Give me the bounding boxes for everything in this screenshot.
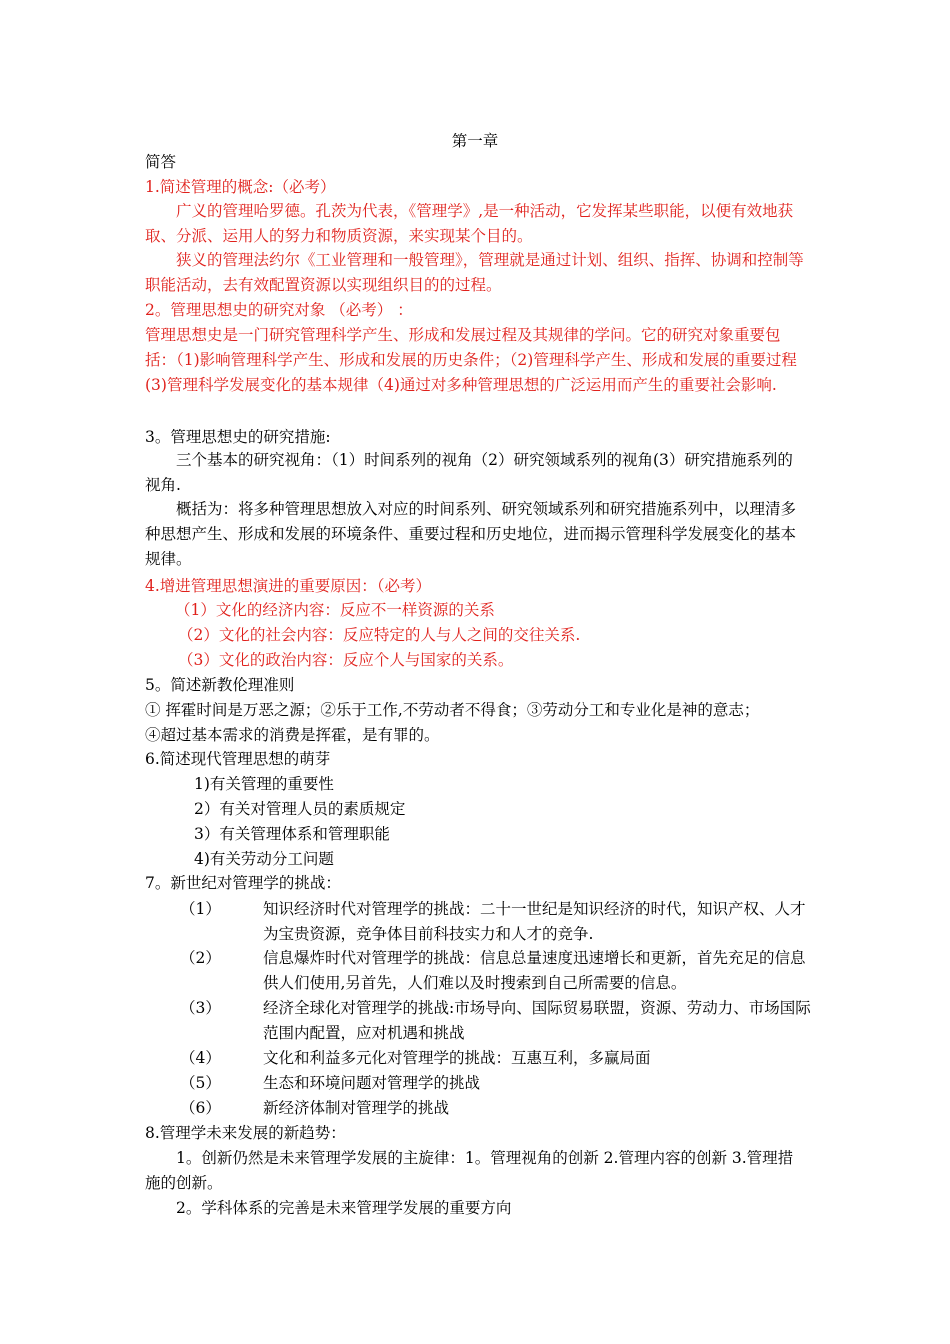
q7-item-number: （6） xyxy=(180,1099,221,1117)
q6-heading: 6.简述现代管理思想的萌芽 xyxy=(145,750,331,768)
chapter-title: 第一章 xyxy=(451,132,499,150)
q1-heading: 1.简述管理的概念:（必考） xyxy=(145,178,336,196)
q4-heading: 4.增进管理思想演进的重要原因：（必考） xyxy=(145,577,432,595)
q1-paragraph-broad: 广义的管理哈罗德。孔茨为代表，《管理学》,是一种活动，它发挥某些职能，以便有效地获取、分派、运用人的努力和物质资源，来实现某个目的。 xyxy=(145,202,794,245)
q5-line: ④超过基本需求的消费是挥霍，是有罪的。 xyxy=(145,726,440,744)
q5-heading: 5。简述新教伦理准则 xyxy=(145,676,295,694)
q1-paragraph-narrow: 狭义的管理法约尔《工业管理和一般管理》，管理就是通过计划、组织、指挥、协调和控制等职能活动，去有效配置资源以实现组织目的的过程。 xyxy=(145,251,804,294)
q7-item-number: （2） xyxy=(180,949,221,967)
q7-item-number: （1） xyxy=(180,900,221,918)
q7-heading: 7。新世纪对管理学的挑战： xyxy=(145,874,341,892)
q7-item-text: 生态和环境问题对管理学的挑战 xyxy=(263,1074,481,1092)
section-label: 简答 xyxy=(145,153,177,171)
q7-item-number: （3） xyxy=(180,999,221,1017)
q8-heading: 8.管理学未来发展的新趋势： xyxy=(145,1124,346,1142)
q3-heading: 3。管理思想史的研究措施: xyxy=(145,428,331,446)
q3-paragraph-summary: 概括为：将多种管理思想放入对应的时间系列、研究领域系列和研究措施系列中，以理清多种思想产生、形成和发展的环境条件、重要过程和历史地位，进而揭示管理科学发展变化的基本规律。 xyxy=(145,500,797,568)
q8-paragraph: 1。创新仍然是未来管理学发展的主旋律：1。管理视角的创新 2.管理内容的创新 3.管理措施的创新。 xyxy=(145,1149,794,1192)
q7-item-text: 新经济体制对管理学的挑战 xyxy=(263,1099,450,1117)
q2-paragraph: 管理思想史是一门研究管理科学产生、形成和发展过程及其规律的学问。它的研究对象重要包括：（1)影响管理科学产生、形成和发展的历史条件；（2)管理科学产生、形成和发展的重要过程(3)管理科学发展变化的基本规律（4)通过对多种管理思想的广泛运用而产生的重要社会影响. xyxy=(145,326,797,394)
q6-item: 2）有关对管理人员的素质规定 xyxy=(194,800,406,818)
q6-item: 1)有关管理的重要性 xyxy=(194,775,334,793)
q3-paragraph-perspectives: 三个基本的研究视角：（1）时间系列的视角（2）研究领域系列的视角(3）研究措施系列的视角. xyxy=(145,451,793,494)
q7-item-number: （4） xyxy=(180,1049,221,1067)
q4-item: （3）文化的政治内容：反应个人与国家的关系。 xyxy=(178,651,514,669)
q6-item: 4)有关劳动分工问题 xyxy=(194,850,334,868)
q6-item: 3）有关管理体系和管理职能 xyxy=(194,825,390,843)
q4-item: （2）文化的社会内容：反应特定的人与人之间的交往关系. xyxy=(178,626,581,644)
q7-item-text: 知识经济时代对管理学的挑战：二十一世纪是知识经济的时代，知识产权、人才为宝贵资源，竞争体目前科技实力和人才的竞争. xyxy=(263,900,806,943)
q4-item: （1）文化的经济内容：反应不一样资源的关系 xyxy=(175,601,495,619)
q8-paragraph: 2。学科体系的完善是未来管理学发展的重要方向 xyxy=(176,1199,512,1217)
q5-line: ① 挥霍时间是万恶之源；②乐于工作,不劳动者不得食；③劳动分工和专业化是神的意志； xyxy=(145,701,760,719)
q7-item-text: 文化和利益多元化对管理学的挑战：互惠互利，多赢局面 xyxy=(263,1049,651,1067)
q7-item-number: （5） xyxy=(180,1074,221,1092)
q7-item-text: 经济全球化对管理学的挑战:市场导向、国际贸易联盟，资源、劳动力、市场国际范围内配置，应对机遇和挑战 xyxy=(263,999,811,1042)
q2-heading: 2。管理思想史的研究对象 （必考） ： xyxy=(145,301,413,319)
q7-item-text: 信息爆炸时代对管理学的挑战：信息总量速度迅速增长和更新，首先充足的信息供人们使用,另首先，人们难以及时搜索到自己所需要的信息。 xyxy=(263,949,806,992)
